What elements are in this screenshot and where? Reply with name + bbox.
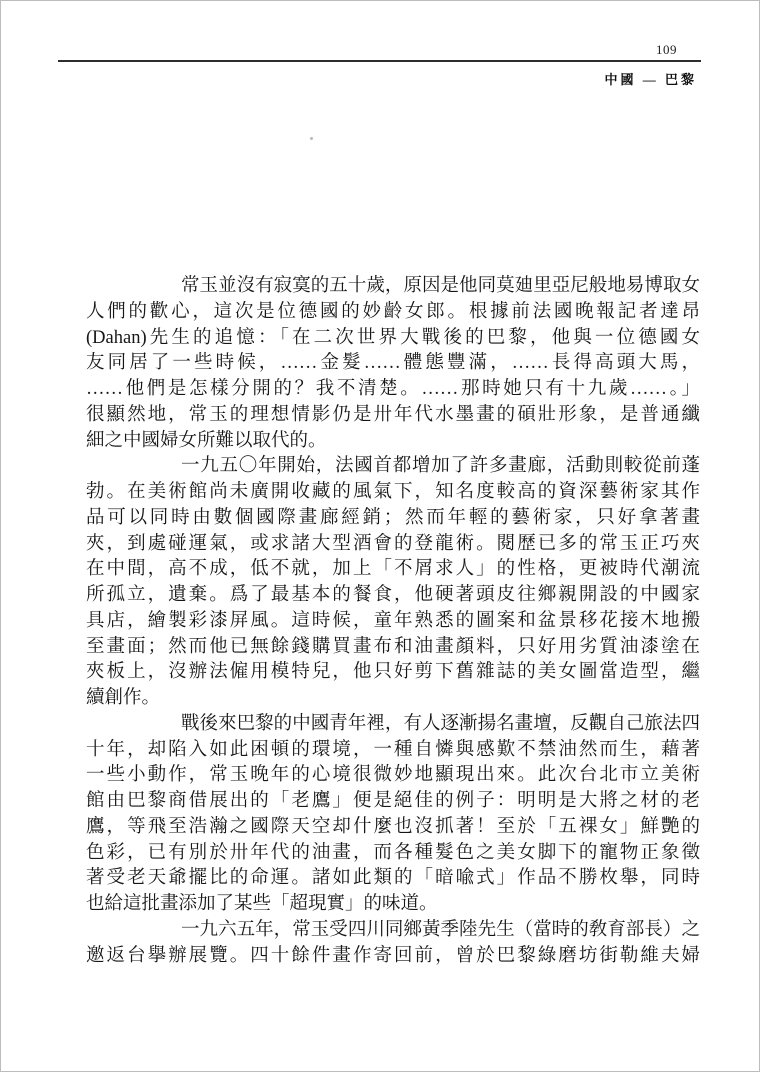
text-line: 夾板上，沒辦法僱用模特兒，他只好剪下舊雜誌的美女圖當造型，繼 — [86, 662, 700, 683]
text-line: 也給這批畫添加了某些「超現實」的味道。 — [86, 894, 438, 914]
text-line: 著受老天爺擺比的命運。諸如此類的「暗喩式」作品不勝枚舉，同時 — [86, 868, 700, 889]
text-line: 具店，繪製彩漆屏風。這時候，童年熟悉的圖案和盆景移花接木地搬 — [86, 610, 700, 631]
text-line: (Dahan)先生的追憶：「在二次世界大戰後的巴黎，他與一位德國女 — [86, 327, 700, 348]
text-line: 友同居了一些時候，……金髮……體態豐滿，……長得高頭大馬， — [86, 353, 700, 374]
header-rule — [58, 60, 701, 62]
paragraph — [86, 454, 700, 712]
paragraph — [86, 274, 700, 454]
text-line: 很顯然地，常玉的理想情影仍是卅年代水墨畫的碩壯形象，是普通纖 — [86, 404, 700, 425]
text-line: 一九五〇年開始，法國首都增加了許多畫廊，活動則較從前蓬 — [181, 456, 700, 477]
text-line: 品可以同時由數個國際畫廊經銷；然而年輕的藝術家，只好拿著畫 — [86, 507, 700, 528]
paragraph — [86, 712, 700, 918]
text-line: 夾，到處碰運氣，或求諸大型酒會的登龍術。閱歷已多的常玉正巧夾 — [86, 533, 700, 554]
text-line: 一些小動作，常玉晚年的心境很微妙地顯現出來。此次台北市立美術 — [86, 765, 700, 786]
text-line: 人們的歡心，這次是位德國的妙齡女郎。根據前法國晚報記者達昂 — [86, 301, 700, 322]
body-text — [86, 274, 700, 969]
text-line: 所孤立，遺棄。爲了最基本的餐食，他硬著頭皮往鄉親開設的中國家 — [86, 585, 700, 605]
text-line: 勃。在美術館尚未廣開收藏的風氣下，知名度較高的資深藝術家其作 — [86, 482, 700, 502]
text-line: ……他們是怎樣分開的？我不清楚。……那時她只有十九歲……。」 — [86, 379, 700, 399]
text-line: 戰後來巴黎的中國青年裡，有人逐漸揚名畫壇，反觀自己旅法四 — [181, 713, 700, 734]
running-head: 中國 — 巴黎 — [604, 72, 697, 87]
text-line: 一九六五年，常玉受四川同鄉黃季陸先生（當時的敎育部長）之 — [181, 919, 700, 940]
text-line: 色彩，已有別於卅年代的油畫，而各種髮色之美女脚下的寵物正象徵 — [86, 842, 700, 863]
text-line: 常玉並沒有寂寞的五十歲，原因是他同莫廸里亞尼般地易博取女 — [181, 276, 700, 296]
text-line: 鷹，等飛至浩瀚之國際天空却什麼也沒抓著！至於「五裸女」鮮艷的 — [86, 816, 700, 837]
text-line: 續創作。 — [86, 688, 161, 708]
text-line: 至畫面；然而他已無餘錢購買畫布和油畫顏料，只好用劣質油漆塗在 — [86, 636, 700, 657]
scan-artifact-dot — [310, 137, 313, 140]
text-line: 邀返台擧辦展覽。四十餘件畫作寄回前，曾於巴黎綠磨坊街勒維夫婦 — [86, 945, 700, 966]
paragraph — [86, 918, 700, 970]
text-line: 細之中國婦女所難以取代的。 — [86, 430, 327, 451]
page-number: 109 — [656, 42, 677, 57]
text-line: 館由巴黎商借展出的「老鷹」便是絕佳的例子：明明是大將之材的老 — [86, 791, 700, 811]
text-line: 十年，却陷入如此困頓的環境，一種自憐與感歎不禁油然而生，藉著 — [86, 739, 700, 760]
text-line: 在中間，高不成，低不就，加上「不屑求人」的性格，更被時代潮流 — [86, 559, 700, 580]
